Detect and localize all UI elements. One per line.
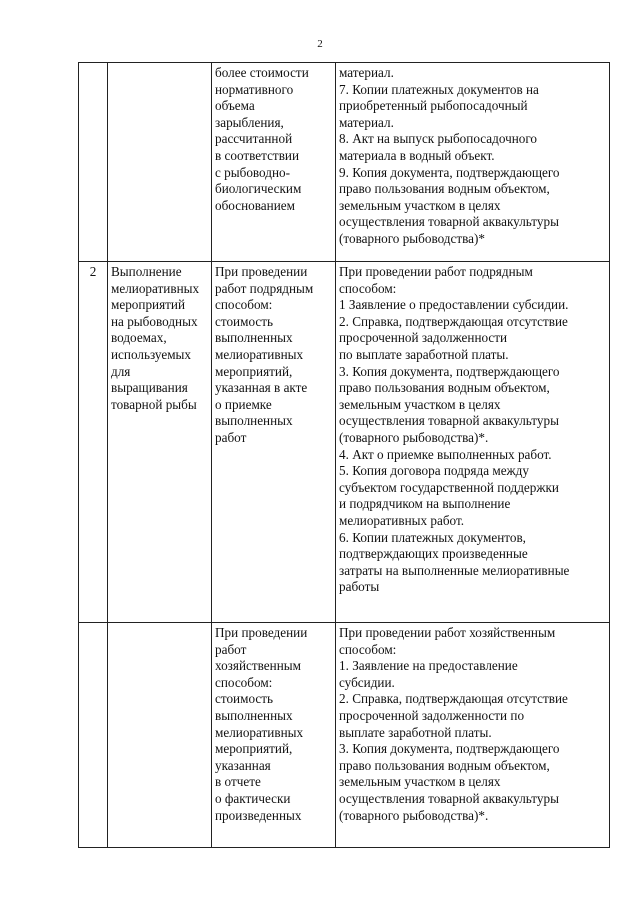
text-line: мероприятий, [215, 363, 293, 379]
text-line: выполненных [215, 413, 293, 429]
text-line: способом: [339, 280, 397, 296]
text-line: право пользования водным объектом, [339, 380, 550, 396]
text-line: и подрядчиком на выполнение [339, 496, 511, 512]
text-line: просроченной задолженности [339, 330, 508, 346]
text-line: приобретенный рыбопосадочный [339, 98, 528, 114]
text-line: объема [215, 98, 255, 114]
text-line: 5. Копия договора подряда между [339, 463, 529, 479]
text-line: подтверждающих произведенные [339, 546, 528, 562]
text-line: субъектом государственной поддержки [339, 479, 559, 495]
text-line: работы [339, 579, 380, 595]
text-line: (товарного рыбоводства)*. [339, 429, 489, 445]
text-line: материал. [339, 65, 394, 80]
text-line: право пользования водным объектом, [339, 181, 550, 197]
text-line: мероприятий, [215, 741, 293, 757]
text-line: стоимость [215, 691, 273, 707]
text-line: При проведении [215, 625, 308, 640]
text-line: просроченной задолженности по [339, 707, 525, 723]
required-documents-cell [336, 262, 610, 623]
subsidy-rate-cell [212, 623, 336, 848]
text-line: биологическим [215, 181, 302, 197]
text-line: мелиоративных [215, 346, 304, 362]
text-line: субсидии. [339, 674, 395, 690]
text-line: выращивания [111, 380, 188, 396]
subsidy-rate-cell [212, 262, 336, 623]
text-line: 2. Справка, подтверждающая отсутствие [339, 313, 568, 329]
row-number-cell [79, 63, 108, 262]
text-line: с рыбоводно- [215, 164, 291, 180]
text-line: произведенных [215, 807, 302, 823]
subsidy-documents-table [78, 62, 610, 848]
table-row [79, 63, 610, 262]
text-line: способом: [215, 674, 273, 690]
text-line: выплате заработной платы. [339, 724, 492, 740]
activity-name-cell [108, 262, 212, 623]
text-line: на рыбоводных [111, 313, 198, 329]
text-line: осуществления товарной аквакультуры [339, 790, 559, 806]
activity-name-cell [108, 63, 212, 262]
text-line: 4. Акт о приемке выполненных работ. [339, 446, 552, 462]
text-line: в отчете [215, 774, 261, 790]
text-line: используемых [111, 346, 191, 362]
text-line: земельным участком в целях [339, 774, 501, 790]
text-line: 8. Акт на выпуск рыбопосадочного [339, 131, 538, 147]
text-line: обоснованием [215, 197, 295, 213]
text-line: нормативного [215, 81, 294, 97]
text-line: работ подрядным [215, 280, 314, 296]
text-line: мелиоративных [111, 280, 200, 296]
table-row [79, 262, 610, 623]
text-line: мелиоративных работ. [339, 512, 465, 528]
page-number: 2 [317, 38, 323, 50]
text-line: Выполнение [111, 264, 182, 279]
text-line: (товарного рыбоводства)* [339, 230, 486, 246]
text-line: более стоимости [215, 65, 309, 80]
text-line: материала в водный объект. [339, 147, 495, 163]
text-line: водоемах, [111, 330, 167, 346]
activity-name-cell [108, 623, 212, 848]
text-line: земельным участком в целях [339, 396, 501, 412]
text-line: способом: [215, 297, 273, 313]
text-line: указанная [215, 757, 271, 773]
text-line: 6. Копии платежных документов, [339, 529, 526, 545]
text-line: осуществления товарной аквакультуры [339, 214, 559, 230]
text-line: в соответствии [215, 147, 300, 163]
text-line: 1. Заявление на предоставление [339, 658, 518, 674]
row-number-cell [79, 623, 108, 848]
text-line: работ [215, 429, 247, 445]
text-line: способом: [339, 641, 397, 657]
text-line: мероприятий [111, 297, 186, 313]
text-line: работ [215, 641, 247, 657]
text-line: рассчитанной [215, 131, 293, 147]
text-line: При проведении работ подрядным [339, 264, 533, 279]
text-line: 3. Копия документа, подтверждающего [339, 741, 560, 757]
text-line: 2. Справка, подтверждающая отсутствие [339, 691, 568, 707]
required-documents-cell [336, 63, 610, 262]
text-line: материал. [339, 114, 394, 130]
text-line: о приемке [215, 396, 272, 412]
text-line: При проведении работ хозяйственным [339, 625, 556, 640]
text-line: затраты на выполненные мелиоративные [339, 562, 570, 578]
text-line: выполненных [215, 707, 293, 723]
required-documents-cell [336, 623, 610, 848]
text-line: 9. Копия документа, подтверждающего [339, 164, 560, 180]
text-line: о фактически [215, 790, 291, 806]
text-line: 7. Копии платежных документов на [339, 81, 539, 97]
text-line: зарыбления, [215, 114, 284, 130]
text-line: указанная в акте [215, 380, 308, 396]
text-line: (товарного рыбоводства)*. [339, 807, 489, 823]
text-line: осуществления товарной аквакультуры [339, 413, 559, 429]
text-line: выполненных [215, 330, 293, 346]
text-line: товарной рыбы [111, 396, 197, 412]
text-line: по выплате заработной платы. [339, 346, 509, 362]
table-row [79, 623, 610, 848]
row-number-cell: 2 [79, 262, 108, 623]
text-line: для [111, 363, 131, 379]
text-line: стоимость [215, 313, 273, 329]
text-line: хозяйственным [215, 658, 301, 674]
text-line: мелиоративных [215, 724, 304, 740]
text-line: При проведении [215, 264, 308, 279]
text-line: право пользования водным объектом, [339, 757, 550, 773]
text-line: земельным участком в целях [339, 197, 501, 213]
subsidy-rate-cell [212, 63, 336, 262]
text-line: 3. Копия документа, подтверждающего [339, 363, 560, 379]
text-line: 1 Заявление о предоставлении субсидии. [339, 297, 569, 313]
